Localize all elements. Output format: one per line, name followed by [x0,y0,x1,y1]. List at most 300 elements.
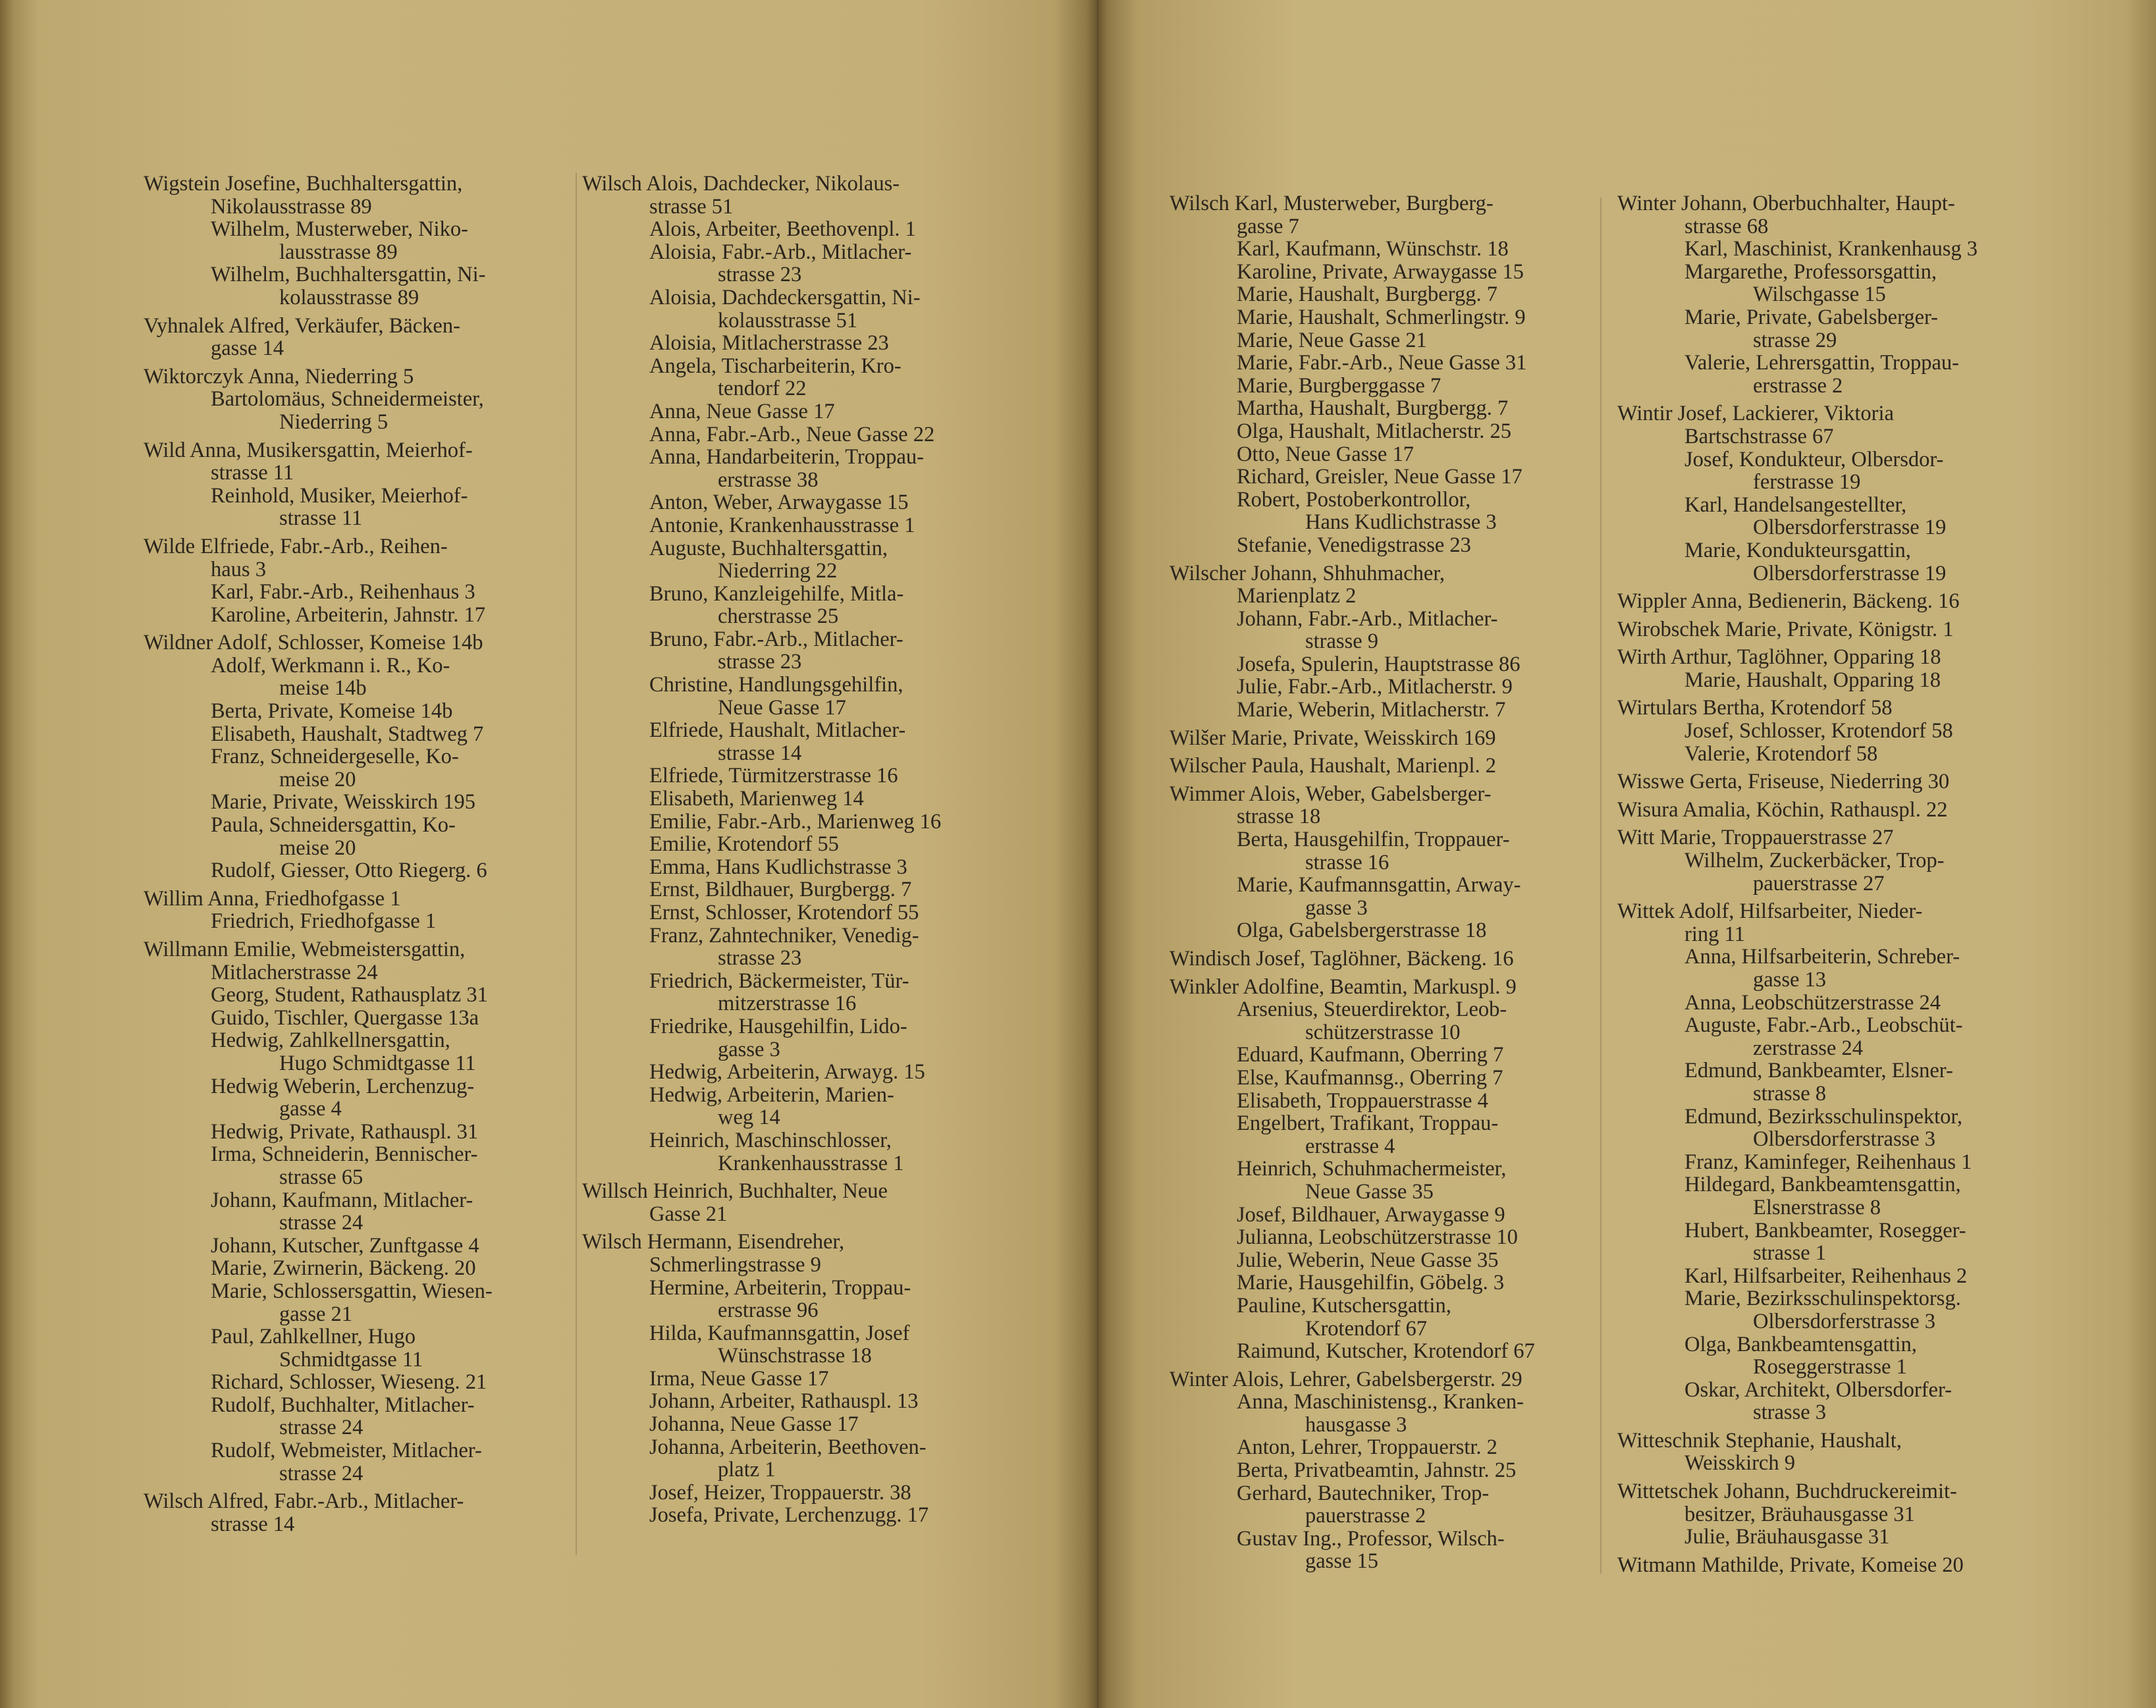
directory-sub-entry [144,1325,565,1371]
directory-sub-entry [1170,397,1591,420]
directory-entry [1170,192,1591,238]
directory-entry [1170,783,1591,828]
entry-line: lausstrasse 89 [279,240,398,264]
entry-line: Schmerlingstrasse 9 [649,1252,821,1277]
entry-line: Olbersdorferstrasse 3 [1753,1309,1936,1333]
entry-line: Friedrike, Hausgehilfin, Lido- [649,1014,907,1038]
directory-sub-entry [582,1413,1004,1436]
entry-line: strasse 18 [1237,805,1321,829]
entry-line: Wilsch Alfred, Fabr.-Arb., Mitlacher- [144,1489,464,1514]
entry-line: strasse 11 [279,506,363,531]
entry-line: Ernst, Schlosser, Krotendorf 55 [649,901,919,924]
entry-line: Julie, Weberin, Neue Gasse 35 [1237,1248,1499,1272]
entry-line: zerstrasse 24 [1753,1036,1863,1060]
directory-sub-entry [582,674,1004,719]
entry-line: Berta, Privatbeamtin, Jahnstr. 25 [1237,1458,1517,1483]
directory-sub-entry [144,1075,565,1121]
directory-sub-entry [1170,1528,1591,1573]
directory-sub-entry [144,654,565,700]
entry-line: Elfriede, Haushalt, Mitlacher- [649,718,906,743]
entry-line: strasse 23 [718,946,802,971]
directory-entry [1617,697,2039,720]
entry-line: Karoline, Arbeiterin, Jahnstr. 17 [211,602,485,627]
entry-line: gasse 3 [718,1037,780,1061]
directory-sub-entry [1617,1265,2039,1288]
entry-line: gasse 4 [279,1097,342,1121]
entry-line: Emilie, Fabr.-Arb., Marienweg 16 [649,809,942,834]
entry-line: Otto, Neue Gasse 17 [1237,442,1414,466]
entry-line: Marie, Haushalt, Schmerlingstr. 9 [1237,305,1526,329]
entry-line: Karoline, Private, Arwaygasse 15 [1237,259,1524,284]
entry-line: Gustav Ing., Professor, Wilsch- [1237,1526,1505,1551]
entry-line: Johanna, Arbeiterin, Beethoven- [649,1435,927,1459]
entry-line: Anton, Weber, Arwaygasse 15 [649,491,909,515]
entry-line: Martha, Haushalt, Burgbergg. 7 [1237,396,1509,421]
directory-sub-entry [1170,1436,1591,1459]
entry-line: Auguste, Buchhaltersgattin, [649,536,888,560]
entry-line: Hildegard, Bankbeamtensgattin, [1684,1173,1961,1197]
entry-line: weg 14 [718,1106,780,1130]
entry-line: Franz, Schneidergeselle, Ko- [211,745,459,769]
directory-entry [582,1231,1004,1276]
directory-sub-entry [144,745,565,791]
entry-line: gasse 14 [211,336,284,361]
directory-entry [144,938,565,984]
directory-sub-entry [1170,443,1591,466]
entry-line: erstrasse 96 [718,1298,819,1323]
directory-sub-entry [1617,306,2039,352]
directory-entry [144,535,565,581]
directory-entry [1617,1554,2039,1577]
entry-line: strasse 24 [279,1416,364,1440]
directory-sub-entry [582,491,1004,514]
directory-entry [1617,826,2039,849]
entry-line: Mitlacherstrasse 24 [211,960,378,984]
entry-line: Robert, Postoberkontrollor, [1237,487,1471,512]
directory-entry [1170,947,1591,971]
directory-sub-entry [582,583,1004,628]
directory-sub-entry [1170,998,1591,1044]
directory-sub-entry [144,791,565,814]
directory-sub-entry [1170,375,1591,398]
entry-line: Franz, Zahntechniker, Venedig- [649,923,919,947]
directory-entry [144,1490,565,1535]
entry-line: erstrasse 4 [1305,1134,1395,1158]
directory-sub-entry [582,355,1004,400]
directory-sub-entry [582,241,1004,286]
entry-line: erstrasse 38 [718,467,819,492]
directory-sub-entry [582,1084,1004,1129]
entry-line: Adolf, Werkmann i. R., Ko- [211,653,450,678]
directory-sub-entry [1170,608,1591,653]
directory-sub-entry [1617,1287,2039,1333]
entry-line: Anna, Leobschützerstrasse 24 [1684,990,1941,1015]
entry-line: Elisabeth, Haushalt, Stadtweg 7 [211,722,484,746]
entry-line: Josef, Schlosser, Krotendorf 58 [1684,719,1953,743]
entry-line: Niederring 5 [279,410,389,434]
directory-entry [1170,755,1591,778]
entry-line: Arsenius, Steuerdirektor, Leob- [1237,998,1507,1022]
entry-line: strasse 11 [211,461,294,485]
entry-line: Marie, Burgberggasse 7 [1237,373,1442,398]
entry-line: Angela, Tischarbeiterin, Kro- [649,354,902,378]
entry-line: Valerie, Lehrersgattin, Troppau- [1684,351,1959,375]
directory-sub-entry [1170,420,1591,443]
entry-line: Marie, Hausgehilfin, Göbelg. 3 [1237,1271,1505,1295]
directory-sub-entry [144,910,565,933]
directory-sub-entry [144,1257,565,1280]
directory-sub-entry [144,1439,565,1485]
directory-entry [1617,1429,2039,1475]
directory-sub-entry [1170,261,1591,284]
entry-line: Wirtulars Bertha, Krotendorf 58 [1617,696,1893,720]
column-rule-right [1600,198,1602,1574]
entry-line: Raimund, Kutscher, Krotendorf 67 [1237,1339,1535,1364]
directory-sub-entry [582,514,1004,537]
directory-sub-entry [582,1129,1004,1175]
entry-line: Wittetschek Johann, Buchdruckereimit- [1617,1480,1957,1504]
entry-line: Witmann Mathilde, Private, Komeise 20 [1617,1553,1964,1577]
directory-sub-entry [582,286,1004,332]
directory-sub-entry [1170,874,1591,919]
directory-entry [1170,562,1591,608]
entry-line: Edmund, Bezirksschulinspektor, [1684,1104,1963,1129]
entry-line: Berta, Private, Komeise 14b [211,699,453,724]
directory-sub-entry [582,400,1004,423]
entry-line: strasse 9 [1305,629,1379,654]
directory-entry [1617,402,2039,448]
entry-line: strasse 23 [718,263,802,287]
directory-sub-entry [582,764,1004,787]
directory-sub-entry [582,1436,1004,1481]
directory-sub-entry [144,700,565,723]
entry-line: Wirobschek Marie, Private, Königstr. 1 [1617,617,1954,641]
entry-line: Johann, Fabr.-Arb., Mitlacher- [1237,606,1498,631]
entry-line: strasse 24 [279,1211,364,1235]
entry-line: strasse 29 [1753,328,1837,352]
entry-line: Karl, Hilfsarbeiter, Reihenhaus 2 [1684,1264,1968,1288]
directory-sub-entry [1617,743,2039,766]
entry-line: cherstrasse 25 [718,604,839,629]
entry-line: Irma, Neue Gasse 17 [649,1366,829,1391]
entry-line: Willsch Heinrich, Buchhalter, Neue [582,1179,888,1204]
directory-entry [1617,646,2039,669]
directory-sub-entry [1170,283,1591,306]
entry-line: pauerstrasse 2 [1305,1504,1426,1528]
directory-sub-entry [1617,352,2039,397]
directory-sub-entry [1617,1219,2039,1265]
entry-line: Marie, Private, Gabelsberger- [1684,305,1938,329]
directory-entry [144,365,565,388]
entry-line: Hilda, Kaufmannsgattin, Josef [649,1321,910,1345]
directory-sub-entry [1617,539,2039,585]
entry-line: Bruno, Kanzleigehilfe, Mitla- [649,581,904,606]
entry-line: Aloisia, Mitlacherstrasse 23 [649,331,889,356]
directory-sub-entry [1170,1391,1591,1436]
directory-sub-entry [582,1061,1004,1084]
entry-line: Olbersdorferstrasse 3 [1753,1127,1936,1152]
entry-line: Stefanie, Venedigstrasse 23 [1237,533,1471,557]
entry-line: Wünschstrasse 18 [718,1344,872,1368]
directory-sub-entry [1170,1459,1591,1482]
entry-line: mitzerstrasse 16 [718,992,857,1016]
entry-line: Wilsch Alois, Dachdecker, Nikolaus- [582,172,900,196]
entry-line: Olbersdorferstrasse 19 [1753,561,1947,585]
entry-line: Aloisia, Fabr.-Arb., Mitlacher- [649,240,912,264]
entry-line: Gasse 21 [649,1202,728,1226]
entry-line: strasse 23 [718,650,802,674]
directory-sub-entry [1617,448,2039,494]
column-rule-left [576,173,577,1555]
entry-line: Vyhnalek Alfred, Verkäufer, Bäcken- [144,313,460,338]
entry-line: Johann, Arbeiter, Rathauspl. 13 [649,1389,919,1414]
directory-sub-entry [582,856,1004,879]
entry-line: Elisabeth, Marienweg 14 [649,787,864,811]
directory-sub-entry [1170,1226,1591,1249]
entry-line: Josef, Bildhauer, Arwaygasse 9 [1237,1202,1505,1227]
entry-line: Wilschgasse 15 [1753,282,1886,307]
directory-column-1 [144,173,565,1535]
entry-line: gasse 3 [1305,895,1368,920]
directory-sub-entry [144,723,565,746]
entry-line: Marie, Bezirksschulinspektorsg. [1684,1287,1961,1311]
entry-line: Rudolf, Giesser, Otto Riegerg. 6 [211,859,487,883]
entry-line: Hugo Schmidtgasse 11 [279,1051,476,1075]
entry-line: Anna, Maschinistensg., Kranken- [1237,1390,1524,1414]
entry-line: Winter Johann, Oberbuchhalter, Haupt- [1617,192,1955,215]
entry-line: Marie, Haushalt, Opparing 18 [1684,668,1941,692]
entry-line: Neue Gasse 35 [1305,1179,1434,1204]
entry-line: Anna, Hilfsarbeiterin, Schreber- [1684,945,1960,969]
entry-line: strasse 24 [279,1461,364,1485]
entry-line: Bartolomäus, Schneidermeister, [211,387,484,412]
entry-line: Wintir Josef, Lackierer, Viktoria [1617,402,1894,426]
directory-sub-entry [1170,1249,1591,1272]
entry-line: strasse 1 [1753,1241,1827,1266]
entry-line: Hermine, Arbeiterin, Troppau- [649,1275,911,1300]
entry-line: Friedrich, Bäckermeister, Tür- [649,969,909,993]
directory-entry [144,315,565,360]
entry-line: Alois, Arbeiter, Beethovenpl. 1 [649,217,916,242]
entry-line: Julie, Bräuhausgasse 31 [1684,1525,1890,1549]
directory-sub-entry [582,811,1004,834]
entry-line: Wimmer Alois, Weber, Gabelsberger- [1170,782,1492,806]
entry-line: meise 20 [279,767,356,791]
directory-sub-entry [1170,653,1591,676]
entry-line: Wild Anna, Musikersgattin, Meierhof- [144,438,473,462]
directory-sub-entry [582,719,1004,764]
directory-entry [1617,590,2039,613]
entry-line: Heinrich, Schuhmachermeister, [1237,1157,1507,1181]
entry-line: Wilde Elfriede, Fabr.-Arb., Reihen- [144,534,448,558]
entry-line: Engelbert, Trafikant, Troppau- [1237,1111,1499,1136]
directory-sub-entry [1170,1158,1591,1203]
entry-line: Wilhelm, Zuckerbäcker, Trop- [1684,849,1945,873]
entry-line: Anna, Neue Gasse 17 [649,399,835,423]
entry-line: Pauline, Kutschersgattin, [1237,1293,1451,1318]
entry-line: Ernst, Bildhauer, Burgbergg. 7 [649,878,912,902]
entry-line: strasse 8 [1753,1081,1827,1106]
entry-line: gasse 15 [1305,1549,1379,1574]
entry-line: Georg, Student, Rathausplatz 31 [211,983,488,1007]
entry-line: Witteschnik Stephanie, Haushalt, [1617,1428,1902,1453]
entry-line: Berta, Hausgehilfin, Troppauer- [1237,828,1510,852]
entry-line: Wilscher Johann, Shhuhmacher, [1170,561,1445,585]
directory-entry [1170,1368,1591,1391]
entry-line: Hedwig, Zahlkellnersgattin, [211,1028,450,1053]
directory-sub-entry [144,859,565,882]
entry-line: strasse 14 [211,1512,295,1536]
directory-sub-entry [1170,919,1591,942]
entry-line: gasse 21 [279,1302,353,1326]
entry-line: Winkler Adolfine, Beamtin, Markuspl. 9 [1170,974,1517,999]
entry-line: Richard, Greisler, Neue Gasse 17 [1237,465,1523,489]
entry-line: Olga, Haushalt, Mitlacherstr. 25 [1237,419,1511,443]
entry-line: platz 1 [718,1458,776,1482]
directory-sub-entry [1617,1014,2039,1059]
entry-line: strasse 3 [1753,1401,1827,1425]
entry-line: Valerie, Krotendorf 58 [1684,741,1878,766]
entry-line: Hubert, Bankbeamter, Rosegger- [1684,1218,1966,1242]
directory-sub-entry [1617,992,2039,1015]
directory-sub-entry [1170,1340,1591,1363]
entry-line: strasse 68 [1684,214,1769,238]
directory-sub-entry [144,263,565,309]
directory-entry [582,173,1004,218]
entry-line: Auguste, Fabr.-Arb., Leobschüt- [1684,1013,1963,1038]
entry-line: hausgasse 3 [1305,1412,1407,1437]
directory-sub-entry [1170,352,1591,375]
entry-line: Julianna, Leobschützerstrasse 10 [1237,1225,1518,1250]
entry-line: Niederring 22 [718,559,838,583]
entry-line: Eduard, Kaufmann, Oberring 7 [1237,1043,1504,1067]
directory-sub-entry [1617,669,2039,692]
entry-line: Hedwig, Private, Rathauspl. 31 [211,1119,479,1144]
entry-line: Anton, Lehrer, Troppauerstr. 2 [1237,1435,1497,1460]
directory-sub-entry [1170,306,1591,329]
entry-line: Antonie, Krankenhausstrasse 1 [649,513,915,537]
directory-sub-entry [1617,1379,2039,1424]
entry-line: Irma, Schneiderin, Bennischer- [211,1142,478,1167]
entry-line: besitzer, Bräuhausgasse 31 [1684,1502,1915,1526]
directory-sub-entry [144,218,565,263]
entry-line: Windisch Josef, Taglöhner, Bäckeng. 16 [1170,947,1514,971]
entry-line: Oskar, Architekt, Olbersdorfer- [1684,1377,1952,1402]
directory-sub-entry [1617,494,2039,539]
directory-entry [144,888,565,911]
entry-line: Marie, Schlossersgattin, Wiesen- [211,1279,493,1303]
directory-entry [1617,618,2039,641]
entry-line: gasse 13 [1753,968,1827,992]
directory-sub-entry [144,581,565,604]
entry-line: Anna, Handarbeiterin, Troppau- [649,445,924,469]
directory-sub-entry [1617,946,2039,991]
entry-line: gasse 7 [1237,214,1299,238]
entry-line: Hedwig, Arbeiterin, Arwayg. 15 [649,1060,925,1084]
directory-sub-entry [582,1277,1004,1322]
directory-sub-entry [1617,261,2039,306]
entry-line: Elsnerstrasse 8 [1753,1195,1881,1219]
entry-line: Wisswe Gerta, Friseuse, Niederring 30 [1617,770,1950,794]
entry-line: Krotendorf 67 [1305,1316,1428,1341]
directory-sub-entry [582,901,1004,924]
entry-line: Franz, Kaminfeger, Reihenhaus 1 [1684,1150,1972,1174]
directory-sub-entry [1170,534,1591,557]
entry-line: tendorf 22 [718,377,807,401]
entry-line: Rudolf, Buchhalter, Mitlacher- [211,1393,475,1417]
directory-sub-entry [1170,1294,1591,1340]
entry-line: Olga, Gabelsbergerstrasse 18 [1237,919,1487,943]
entry-line: Marie, Kaufmannsgattin, Arway- [1237,873,1521,897]
entry-line: Willmann Emilie, Webmeistersgattin, [144,938,466,961]
directory-sub-entry [582,878,1004,901]
directory-sub-entry [1170,466,1591,489]
entry-line: Wilscher Paula, Haushalt, Marienpl. 2 [1170,754,1496,778]
entry-line: strasse 14 [718,741,802,765]
entry-line: Weisskirch 9 [1684,1451,1795,1476]
entry-line: Wilsch Hermann, Eisendreher, [582,1230,845,1254]
entry-line: Emilie, Krotendorf 55 [649,832,839,857]
directory-sub-entry [1170,329,1591,352]
directory-entry [144,173,565,218]
entry-line: Wisura Amalia, Köchin, Rathauspl. 22 [1617,797,1948,822]
directory-sub-entry [144,485,565,530]
entry-line: Johann, Kaufmann, Mitlacher- [211,1188,473,1212]
directory-sub-entry [582,1368,1004,1391]
entry-line: Marie, Zwirnerin, Bäckeng. 20 [211,1256,476,1281]
entry-line: Neue Gasse 17 [718,695,846,720]
directory-sub-entry [582,924,1004,970]
entry-line: Elisabeth, Troppauerstrasse 4 [1237,1088,1488,1113]
directory-sub-entry [1617,1333,2039,1379]
directory-sub-entry [1617,1173,2039,1219]
directory-sub-entry [1617,1526,2039,1549]
entry-line: Schmidtgasse 11 [279,1347,423,1372]
entry-line: Josef, Kondukteur, Olbersdor- [1684,447,1944,471]
entry-line: Friedrich, Friedhofgasse 1 [211,909,437,934]
entry-line: pauerstrasse 27 [1753,871,1885,895]
directory-sub-entry [582,1481,1004,1505]
directory-sub-entry [144,1029,565,1075]
entry-line: Josefa, Spulerin, Hauptstrasse 86 [1237,652,1521,676]
directory-sub-entry [1617,1106,2039,1151]
entry-line: meise 20 [279,836,356,860]
directory-sub-entry [582,1504,1004,1527]
entry-line: Karl, Maschinist, Krankenhausg 3 [1684,237,1978,261]
entry-line: haus 3 [211,557,266,581]
directory-sub-entry [1170,1067,1591,1090]
directory-sub-entry [144,388,565,433]
directory-sub-entry [1617,1151,2039,1174]
directory-sub-entry [144,1007,565,1030]
entry-line: Hedwig Weberin, Lerchenzug- [211,1074,475,1098]
entry-line: kolausstrasse 89 [279,285,419,309]
directory-sub-entry [1170,676,1591,699]
directory-sub-entry [1170,1204,1591,1227]
directory-sub-entry [144,1371,565,1394]
directory-sub-entry [582,628,1004,674]
directory-sub-entry [144,814,565,859]
entry-line: Heinrich, Maschinschlosser, [649,1128,892,1152]
entry-line: Wilhelm, Buchhaltersgattin, Ni- [211,263,486,287]
directory-entry [1617,900,2039,946]
entry-line: Olbersdorferstrasse 19 [1753,516,1947,540]
directory-sub-entry [1170,1044,1591,1067]
directory-sub-entry [582,423,1004,446]
directory-sub-entry [144,1143,565,1188]
entry-line: Wippler Anna, Bedienerin, Bäckeng. 16 [1617,589,1960,614]
entry-line: Bartschstrasse 67 [1684,424,1834,448]
